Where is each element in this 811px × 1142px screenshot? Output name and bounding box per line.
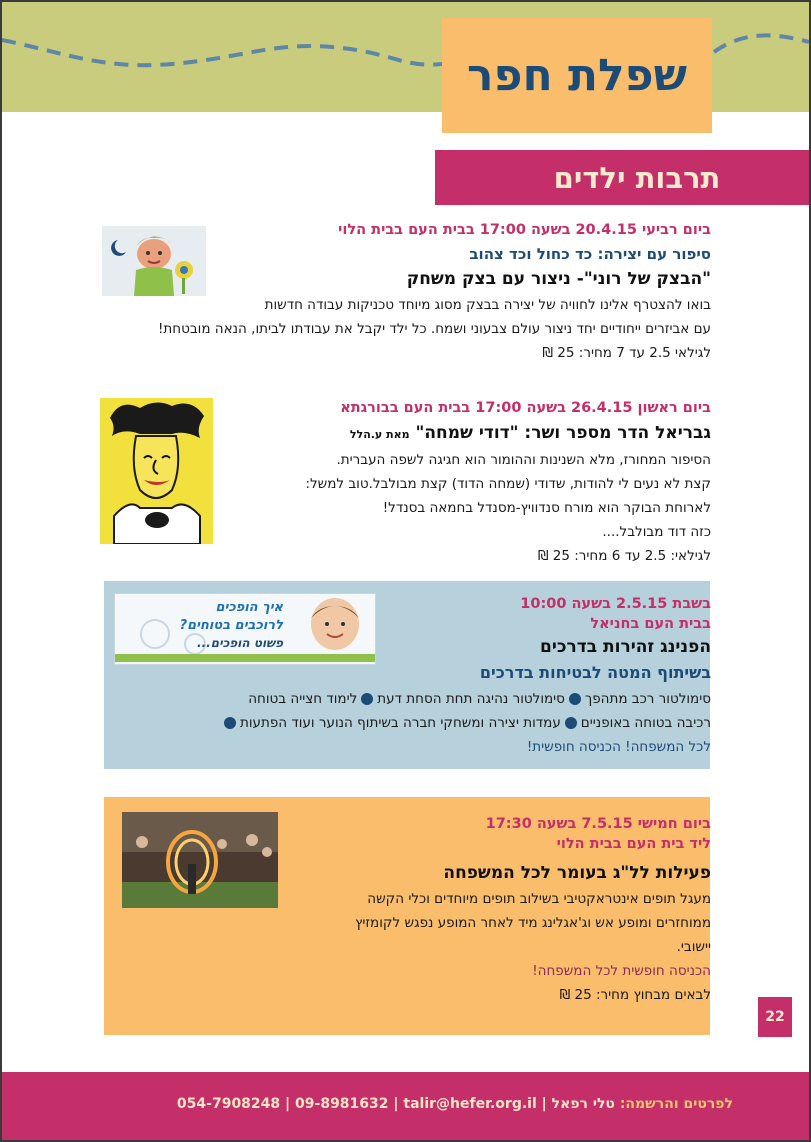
- bullet-dot-icon: [569, 693, 581, 705]
- event-body-line: עם אביזרים ייחודיים יחד ניצור עולם צבעוני ושמח. כל ילד יקבל את עבודתו לביתו, הנאה מובטחת!: [157, 321, 711, 337]
- event-subtitle: בשיתוף המטה לבטיחות בדרכים: [479, 663, 711, 682]
- event-body-line: מעגל תופים אינטראקטיבי בשילוב תופים מיוחדים וכלי הקשה: [367, 891, 711, 907]
- footer-phone-mobile[interactable]: 054-7908248: [176, 1096, 281, 1112]
- event-body-line: בואו להצטרף אלינו לחוויה של יצירה בבצק מסוג מיוחד טכניקות עבודה חדשות: [264, 297, 711, 313]
- event-date: ביום רביעי 20.4.15 בשעה 17:00 בבית העם בבית הלוי: [338, 222, 711, 238]
- footer-contact-line: [177, 1096, 733, 1112]
- event-body-line: קצת לא נעים לי להודות, שדודי (שמחה הדוד) קצת מבולבל.טוב למשל:: [305, 476, 711, 492]
- event-place: ליד בית העם בבית הלוי: [556, 836, 711, 852]
- footer-contact-name: טלי רפאל: [551, 1096, 615, 1112]
- event-body-line: לארוחת הבוקר הוא מורח סנדוויץ-מסנדל בחמאה בסנדל!: [382, 500, 711, 516]
- event-headline-row: [305, 420, 711, 448]
- cartoon-man-image: [100, 398, 213, 544]
- bullet-dot-icon: [224, 717, 236, 729]
- banner-line-1: איך הופכים: [215, 600, 283, 615]
- event-age-price: לגילאי: 2.5 עד 6 מחיר: 25 ₪: [537, 548, 711, 564]
- footer-separator: |: [285, 1096, 291, 1112]
- bullet-item: רכיבה בטוחה באופניים: [580, 715, 711, 731]
- footer-phone-office[interactable]: 09-8981632: [295, 1096, 389, 1112]
- footer-separator: |: [541, 1096, 547, 1112]
- event-author-tag: מאת ע.הלל: [349, 428, 410, 441]
- event-body-line: ממוחזרים ומופע אש וג'אגלינג מיד לאחר המופע נפגש לקומזיץ: [355, 915, 711, 931]
- event-2: [305, 396, 711, 568]
- bullet-item: סימולטור רכב מתהפך: [584, 691, 711, 707]
- event-4: [355, 814, 711, 1007]
- footer-separator: |: [393, 1096, 399, 1112]
- event-headline: גבריאל הדר מספר ושר: "דודי שמחה": [415, 423, 711, 443]
- event-headline: פעילות לל"ג בעומר לכל המשפחה: [443, 863, 711, 883]
- page-title: שפלת חפר: [467, 50, 687, 101]
- page-title-box: [442, 18, 712, 133]
- bullet-dot-icon: [361, 693, 373, 705]
- event-headline: "הבצק של רוני"- ניצור עם בצק משחק: [406, 269, 711, 289]
- section-header-bar: [435, 150, 809, 205]
- banner-line-3: פשוט הופכים...: [197, 636, 283, 650]
- footer-email-link[interactable]: talir@hefer.org.il: [403, 1096, 537, 1112]
- event-note: לכל המשפחה! הכניסה חופשית!: [526, 739, 711, 755]
- fire-show-image: [122, 812, 278, 908]
- banner-line-2: לרוכבים בטוחים?: [179, 618, 283, 633]
- bullet-dot-icon: [565, 717, 577, 729]
- event-date: בשבת 2.5.15 בשעה 10:00: [520, 596, 711, 612]
- event-price: לבאים מבחוץ מחיר: 25 ₪: [559, 987, 711, 1003]
- bullet-item: לימוד חצייה בטוחה: [248, 691, 358, 707]
- event-body-line: הסיפור המחורז, מלא השנינות וההומור הוא חגיגה לשפה העברית.: [336, 452, 711, 468]
- bullet-item: עמדות יצירה ומשחקי חברה בשיתוף הנוער ועוד הפתעות: [239, 715, 561, 731]
- event-place: בבית העם בחניאל: [590, 616, 711, 632]
- page-number: 22: [758, 997, 792, 1037]
- event-note: הכניסה חופשית לכל המשפחה!: [532, 963, 711, 979]
- event-date: ביום חמישי 7.5.15 בשעה 17:30: [485, 816, 711, 832]
- event-bullets-row: [220, 711, 711, 735]
- event-age-price: לגילאי 2.5 עד 7 מחיר: 25 ₪: [542, 345, 711, 361]
- event-1: [158, 218, 711, 365]
- event-body-line: יישובי.: [676, 939, 711, 955]
- footer-label: לפרטים והרשמה:: [619, 1096, 733, 1112]
- event-subtitle: סיפור עם יצירה: כד כחול וכד צהוב: [469, 245, 711, 263]
- event-date: ביום ראשון 26.4.15 בשעה 17:00 בבית העם בבורגתא: [340, 400, 711, 416]
- event-bullets-row: [220, 687, 711, 711]
- section-title: תרבות ילדים: [553, 160, 721, 195]
- event-3: [220, 594, 711, 759]
- footer-bar: [2, 1072, 809, 1140]
- event-headline: הפנינג זהירות בדרכים: [540, 637, 711, 657]
- bullet-item: סימולטור נהיגה תחת הסחת דעת: [377, 691, 565, 707]
- event-body-line: כזה דוד מבולבל....: [602, 524, 711, 540]
